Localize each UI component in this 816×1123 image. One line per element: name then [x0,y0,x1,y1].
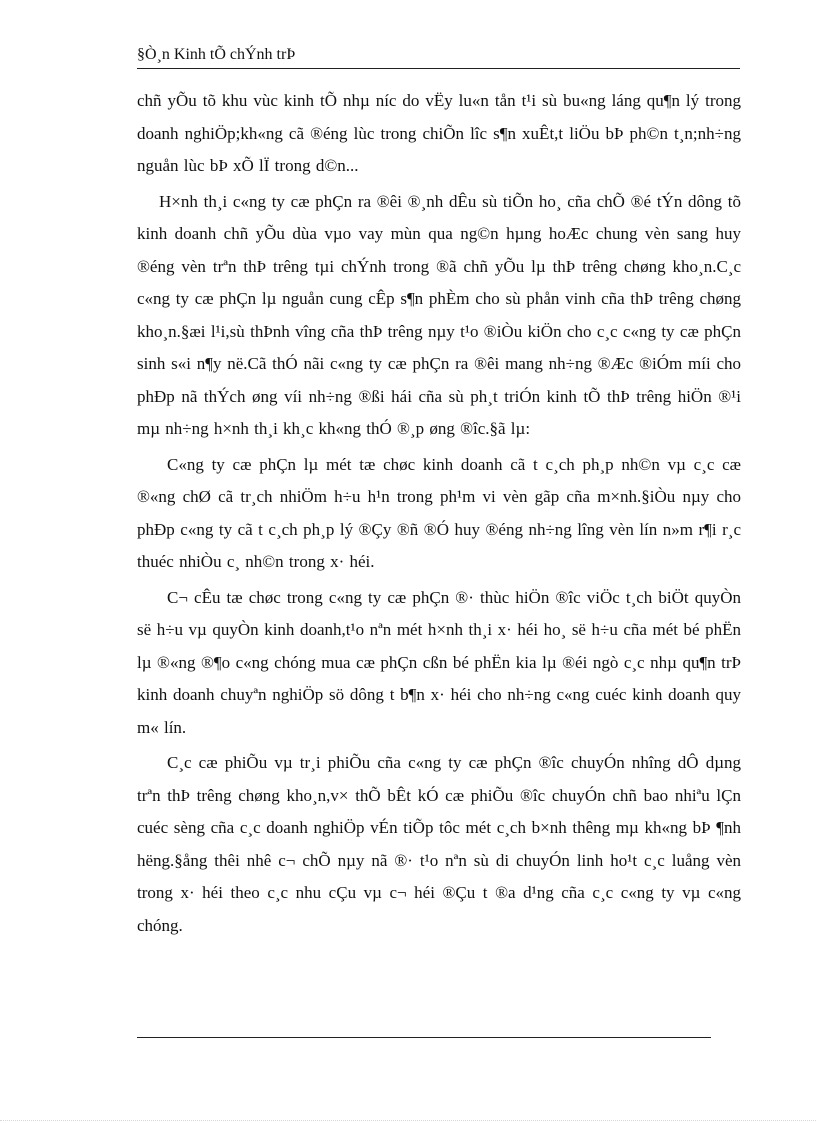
page-bottom-edge [0,1120,816,1121]
body-text [137,85,741,945]
paragraph-5: C¸c cæ phiÕu vµ tr¸i phiÕu cña c«ng ty cæ phÇn ®îc chuyÓn nhîng dÔ dµng trªn thÞ trêng chøng kho¸n,v× thÕ bÊt kÓ cæ phiÕu ®îc chuyÓn chñ bao nhiªu lÇn cuéc sèng cña c¸c doanh nghiÖp vÉn tiÕp tôc mét c¸ch b×nh thêng mµ kh«ng bÞ ¶nh hëng.§ång thêi nhê c¬ chÕ nµy nã ®· t¹o nªn sù di chuyÓn linh ho¹t c¸c luång vèn trong x· héi theo c¸c nhu cÇu vµ c¬ héi ®Çu t ®a d¹ng cña c¸c c«ng ty vµ c«ng chóng. [137,753,741,935]
paragraph-1: chñ yÕu tõ khu vùc kinh tÕ nhµ níc do vËy lu«n tån t¹i sù bu«ng láng qu¶n lý trong doanh nghiÖp;kh«ng cã ®éng lùc trong chiÕn lîc s¶n xuÊt,t liÖu bÞ ph©n t¸n;nh÷ng nguån lùc bÞ xÕ lÏ trong d©n... [137,91,741,175]
paragraph-2: H×nh th¸i c«ng ty cæ phÇn ra ®êi ®¸nh dÊu sù tiÕn ho¸ cña chÕ ®é tÝn dông tõ kinh doanh chñ yÕu dùa vµo vay mùn qua ng©n hµng hoÆc chung vèn sang huy ®éng vèn trªn thÞ trêng tµi chÝnh trong ®ã chñ yÕu lµ thÞ trêng chøng kho¸n.C¸c c«ng ty cæ phÇn lµ nguån cung cÊp s¶n phÈm cho sù phån vinh cña thÞ trêng chøng kho¸n.§æi l¹i,sù thÞnh vîng cña thÞ trêng nµy t¹o ®iÒu kiÖn cho c¸c c«ng ty cæ phÇn sinh s«i n¶y në.Cã thÓ nãi c«ng ty cæ phÇn ra ®êi mang nh÷ng ®Æc ®iÓm míi cho phÐp nã thÝch øng víi nh÷ng ®ßi hái cña sù ph¸t triÓn kinh tÕ thÞ trêng hiÖn ®¹i mµ nh÷ng h×nh th¸i kh¸c kh«ng thÓ ®¸p øng ®îc.§ã lµ: [137,191,741,438]
page-header [137,44,740,69]
paragraph-4: C¬ cÊu tæ chøc trong c«ng ty cæ phÇn ®· thùc hiÖn ®îc viÖc t¸ch biÖt quyÒn së h÷u vµ quyÒn kinh doanh,t¹o nªn mét h×nh th¸i x· héi ho¸ së h÷u cña mét bé phËn lµ ®«ng ®¶o c«ng chóng mua cæ phÇn cßn bé phËn kia lµ ®éi ngò c¸c nhµ qu¶n trÞ kinh doanh chuyªn nghiÖp sö dông t b¶n x· héi cho nh÷ng c«ng cuéc kinh doanh quy m« lín. [137,587,741,737]
header-title: §Ò¸n Kinh tÕ chÝnh trÞ [137,46,296,63]
paragraph-3: C«ng ty cæ phÇn lµ mét tæ chøc kinh doanh cã t c¸ch ph¸p nh©n vµ c¸c cæ ®«ng chØ cã tr¸ch nhiÖm h÷u h¹n trong ph¹m vi vèn gãp cña m×nh.§iÒu nµy cho phÐp c«ng ty cã t c¸ch ph¸p lý ®Çy ®ñ ®Ó huy ®éng nh÷ng lîng vèn lín n»m r¶i r¸c thuéc nhiÒu c¸ nh©n trong x· héi. [137,454,741,571]
footer-divider [137,1037,711,1038]
